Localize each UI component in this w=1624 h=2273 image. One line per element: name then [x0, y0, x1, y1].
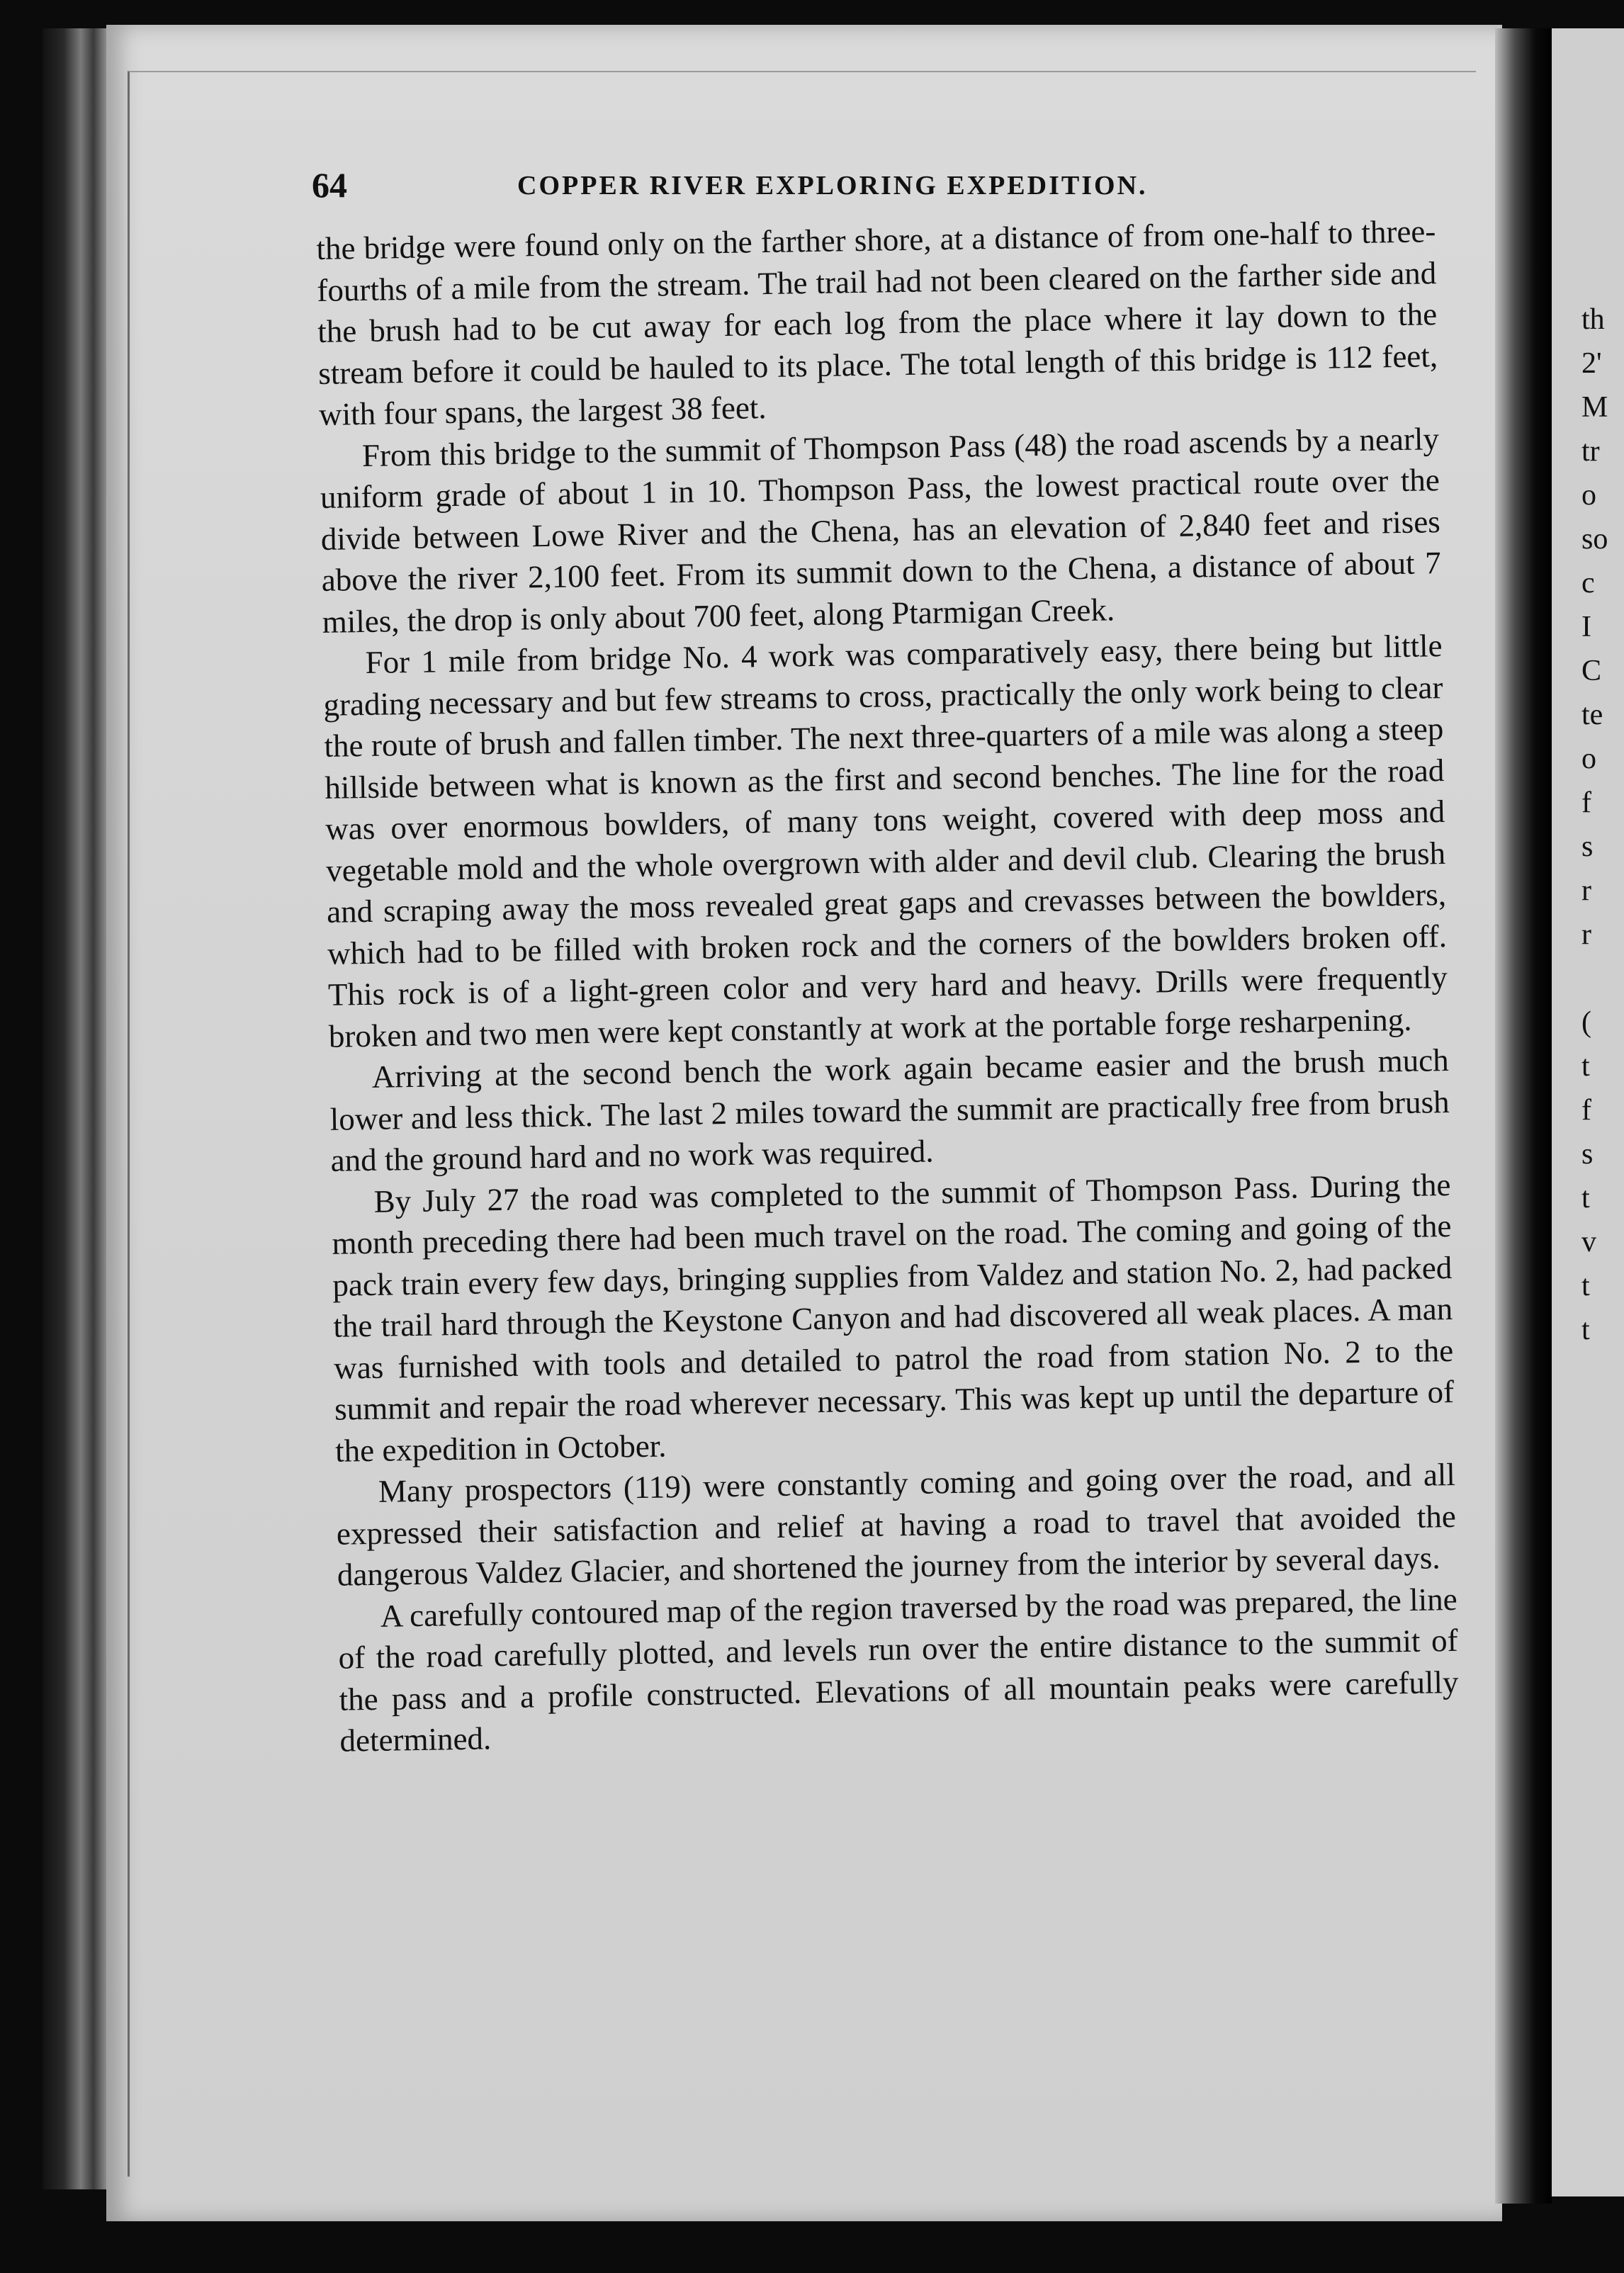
paragraph: A carefully contoured map of the region traversed by the road was prepared, the line of the road carefully plotted, and levels run over the entire distance to the summit of the pass and a profile constructed. Elevations of all mountain peaks were carefully determined. [338, 1581, 1459, 1759]
paragraph: Arriving at the second bench the work again became easier and the brush much lower and less thick. The last 2 miles toward the summit are practically free from brush and the ground hard and no work was required. [329, 1042, 1450, 1178]
paragraph: the bridge were found only on the farther shore, at a distance of from one-half to three-fourths of a mile from the stream. The trail had not been cleared on the farther side and the brush had to be cut away for each log from the place where it lay down to the stream before it could be hauled to its place. The total length of this bridge is 112 feet, with four spans, the largest 38 feet. [316, 213, 1438, 432]
paragraph: From this bridge to the summit of Thompson Pass (48) the road ascends by a nearly uniform grade of about 1 in 10. Thompson Pass, the lowest practical route over the divide between Lowe River and the Chena, has an elevation of 2,840 feet and rises above the river 2,100 feet. From its summit down to the Chena, a distance of about 7 miles, the drop is only about 700 feet, along Ptarmigan Creek. [320, 420, 1442, 640]
running-head: COPPER RIVER EXPLORING EXPEDITION. [517, 171, 1148, 201]
paragraph: Many prospectors (119) were constantly coming and going over the road, and all expressed their satisfaction and relief at having a road to travel that avoided the dangerous Valdez Glacier, and shortened the journey from the interior by several days. [336, 1456, 1457, 1593]
paragraph: By July 27 the road was completed to the summit of Thompson Pass. During the month preceding there had been much travel on the road. The coming and going of the pack train every few days, bringing supplies from Valdez and station No. 2, had packed the trail hard through the Keystone Canyon and had discovered all weak places. A man was furnished with tools and detailed to patrol the road from station No. 2 to the summit and repair the road wherever necessary. This was kept up until the departure of the expedition in October. [332, 1166, 1455, 1469]
book-gutter-shadow [1495, 28, 1552, 2204]
adjacent-page-text: th 2' M tr o so c I C te o f s r r ( t f s t v t t [1581, 303, 1608, 1346]
page-number: 64 [312, 165, 347, 205]
body-text [316, 210, 1460, 1761]
page-header [312, 164, 1431, 207]
paragraph: For 1 mile from bridge No. 4 work was comparatively easy, there being but little grading necessary and but few streams to cross, practically the only work being to clear the route of brush and fallen timber. The next three-quarters of a mile was along a steep hillside between what is known as the first and second benches. The line for the road was over enormous bowlders, of many tons weight, covered with deep moss and vegetable mold and the whole overgrown with alder and devil club. Clearing the brush and scraping away the moss revealed great gaps and crevasses between the bowlders, which had to be filled with broken rock and the corners of the bowlders broken off. This rock is of a light-green color and very hard and heavy. Drills were frequently broken and two men were kept constantly at work at the portable forge resharpening. [323, 628, 1448, 1054]
